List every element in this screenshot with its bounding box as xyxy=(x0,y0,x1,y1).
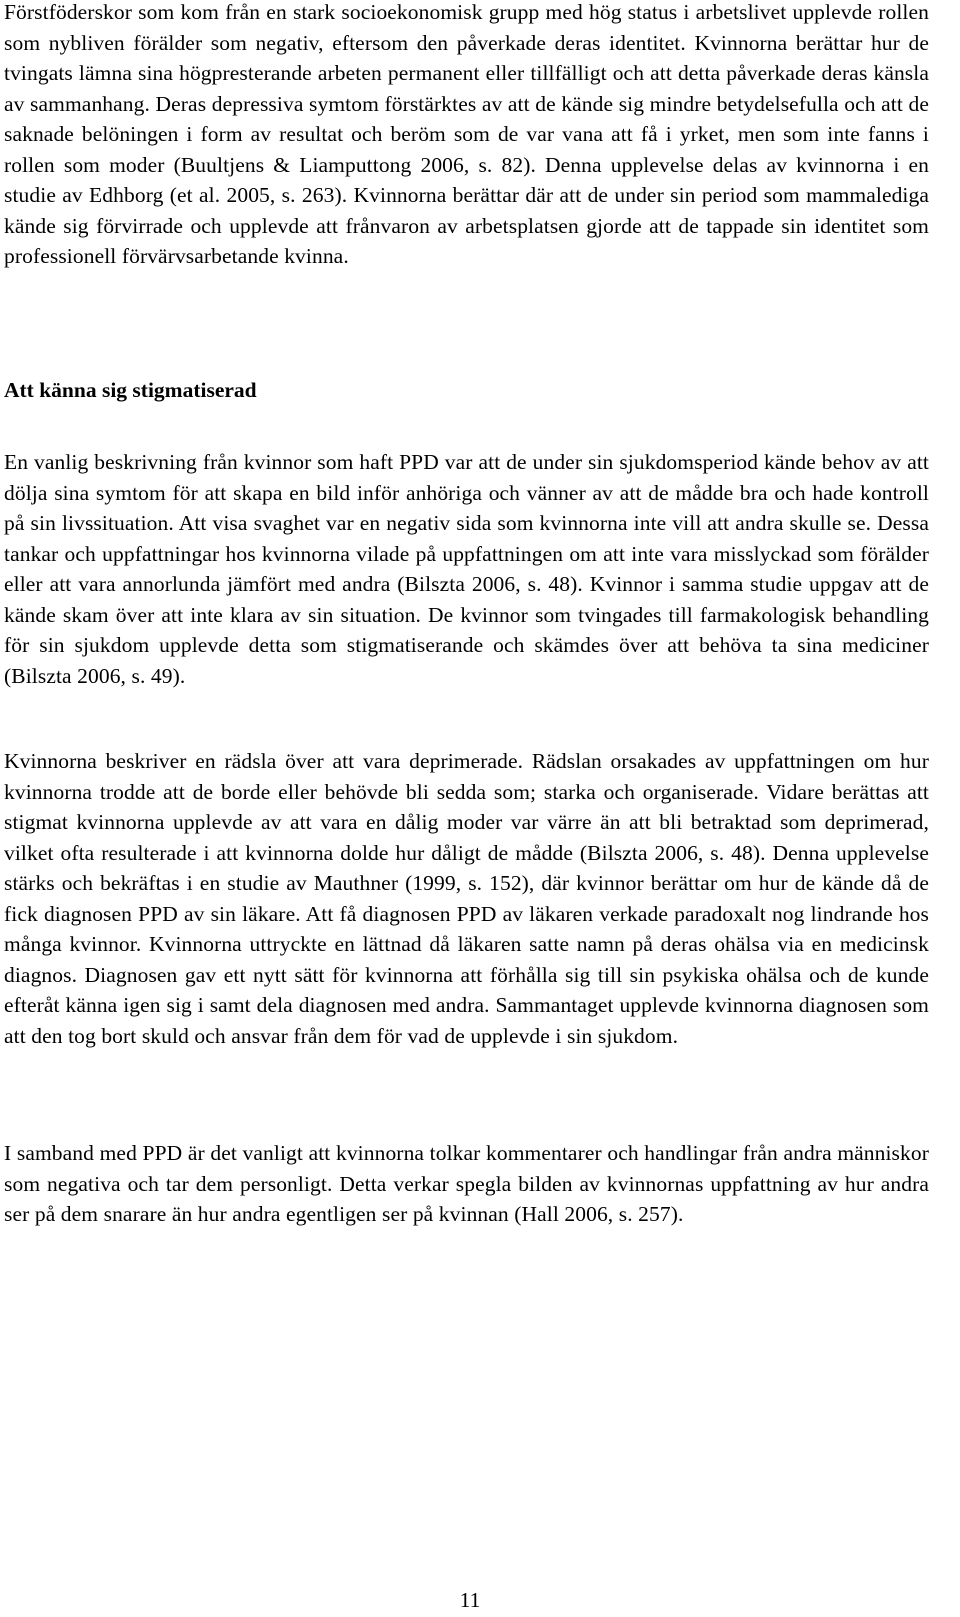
body-paragraph: Kvinnorna beskriver en rädsla över att vara deprimerade. Rädslan orsakades av uppfattningen om hur kvinnorna trodde att de borde eller behövde bli sedda som; starka och organiserade. Vidare berättas att stigmat kvinnorna upplevde av att vara en dålig moder var värre än att bli betraktad som deprimerad, vilket ofta resulterade i att kvinnorna dolde hur dåligt de mådde (Bilszta 2006, s. 48). Denna upplevelse stärks och bekräftas i en studie av Mauthner (1999, s. 152), där kvinnor berättar om hur de kände då de fick diagnosen PPD av sin läkare. Att få diagnosen PPD av läkaren verkade paradoxalt nog lindrande hos många kvinnor. Kvinnorna uttryckte en lättnad då läkaren satte namn på deras ohälsa via en medicinsk diagnos. Diagnosen gav ett nytt sätt för kvinnorna att förhålla sig till sin psykiska ohälsa och de kunde efteråt känna igen sig i samt dela diagnosen med andra. Sammantaget upplevde kvinnorna diagnosen som att den tog bort skuld och ansvar från dem för vad de upplevde i sin sjukdom. xyxy=(4,749,929,1048)
page-number: 11 xyxy=(459,1588,481,1612)
body-paragraph: Förstföderskor som kom från en stark socioekonomisk grupp med hög status i arbetslivet upplevde rollen som nybliven förälder som negativ, eftersom den påverkade deras identitet. Kvinnorna berättar hur de tvingats lämna sina högpresterande arbeten permanent eller tillfälligt och att detta påverkade deras känsla av sammanhang. Deras depressiva symtom förstärktes av att de kände sig mindre betydelsefulla och att de saknade belöningen i form av resultat och beröm som de var vana att få i yrket, men som inte fanns i rollen som moder (Buultjens & Liamputtong 2006, s. 82). Denna upplevelse delas av kvinnorna i en studie av Edhborg (et al. 2005, s. 263). Kvinnorna berättar där att de under sin period som mammalediga kände sig förvirrade och upplevde att frånvaron av arbetsplatsen gjorde att de tappade sin identitet som professionell förvärvsarbetande kvinna. xyxy=(4,0,929,268)
section-heading: Att känna sig stigmatiserad xyxy=(4,378,257,402)
body-paragraph: I samband med PPD är det vanligt att kvinnorna tolkar kommentarer och handlingar från andra människor som negativa och tar dem personligt. Detta verkar spegla bilden av kvinnornas uppfattning av hur andra ser på dem snarare än hur andra egentligen ser på kvinnan (Hall 2006, s. 257). xyxy=(4,1141,929,1226)
body-paragraph: En vanlig beskrivning från kvinnor som haft PPD var att de under sin sjukdomsperiod kände behov av att dölja sina symtom för att skapa en bild inför anhöriga och vänner av att de mådde bra och hade kontroll på sin livssituation. Att visa svaghet var en negativ sida som kvinnorna inte vill att andra skulle se. Dessa tankar och uppfattningar hos kvinnorna vilade på uppfattningen om att inte vara misslyckad som förälder eller att vara annorlunda jämfört med andra (Bilszta 2006, s. 48). Kvinnor i samma studie uppgav att de kände skam över att inte klara av sin situation. De kvinnor som tvingades till farmakologisk behandling för sin sjukdom upplevde detta som stigmatiserande och skämdes över att behöva ta sina mediciner (Bilszta 2006, s. 49). xyxy=(4,450,929,688)
